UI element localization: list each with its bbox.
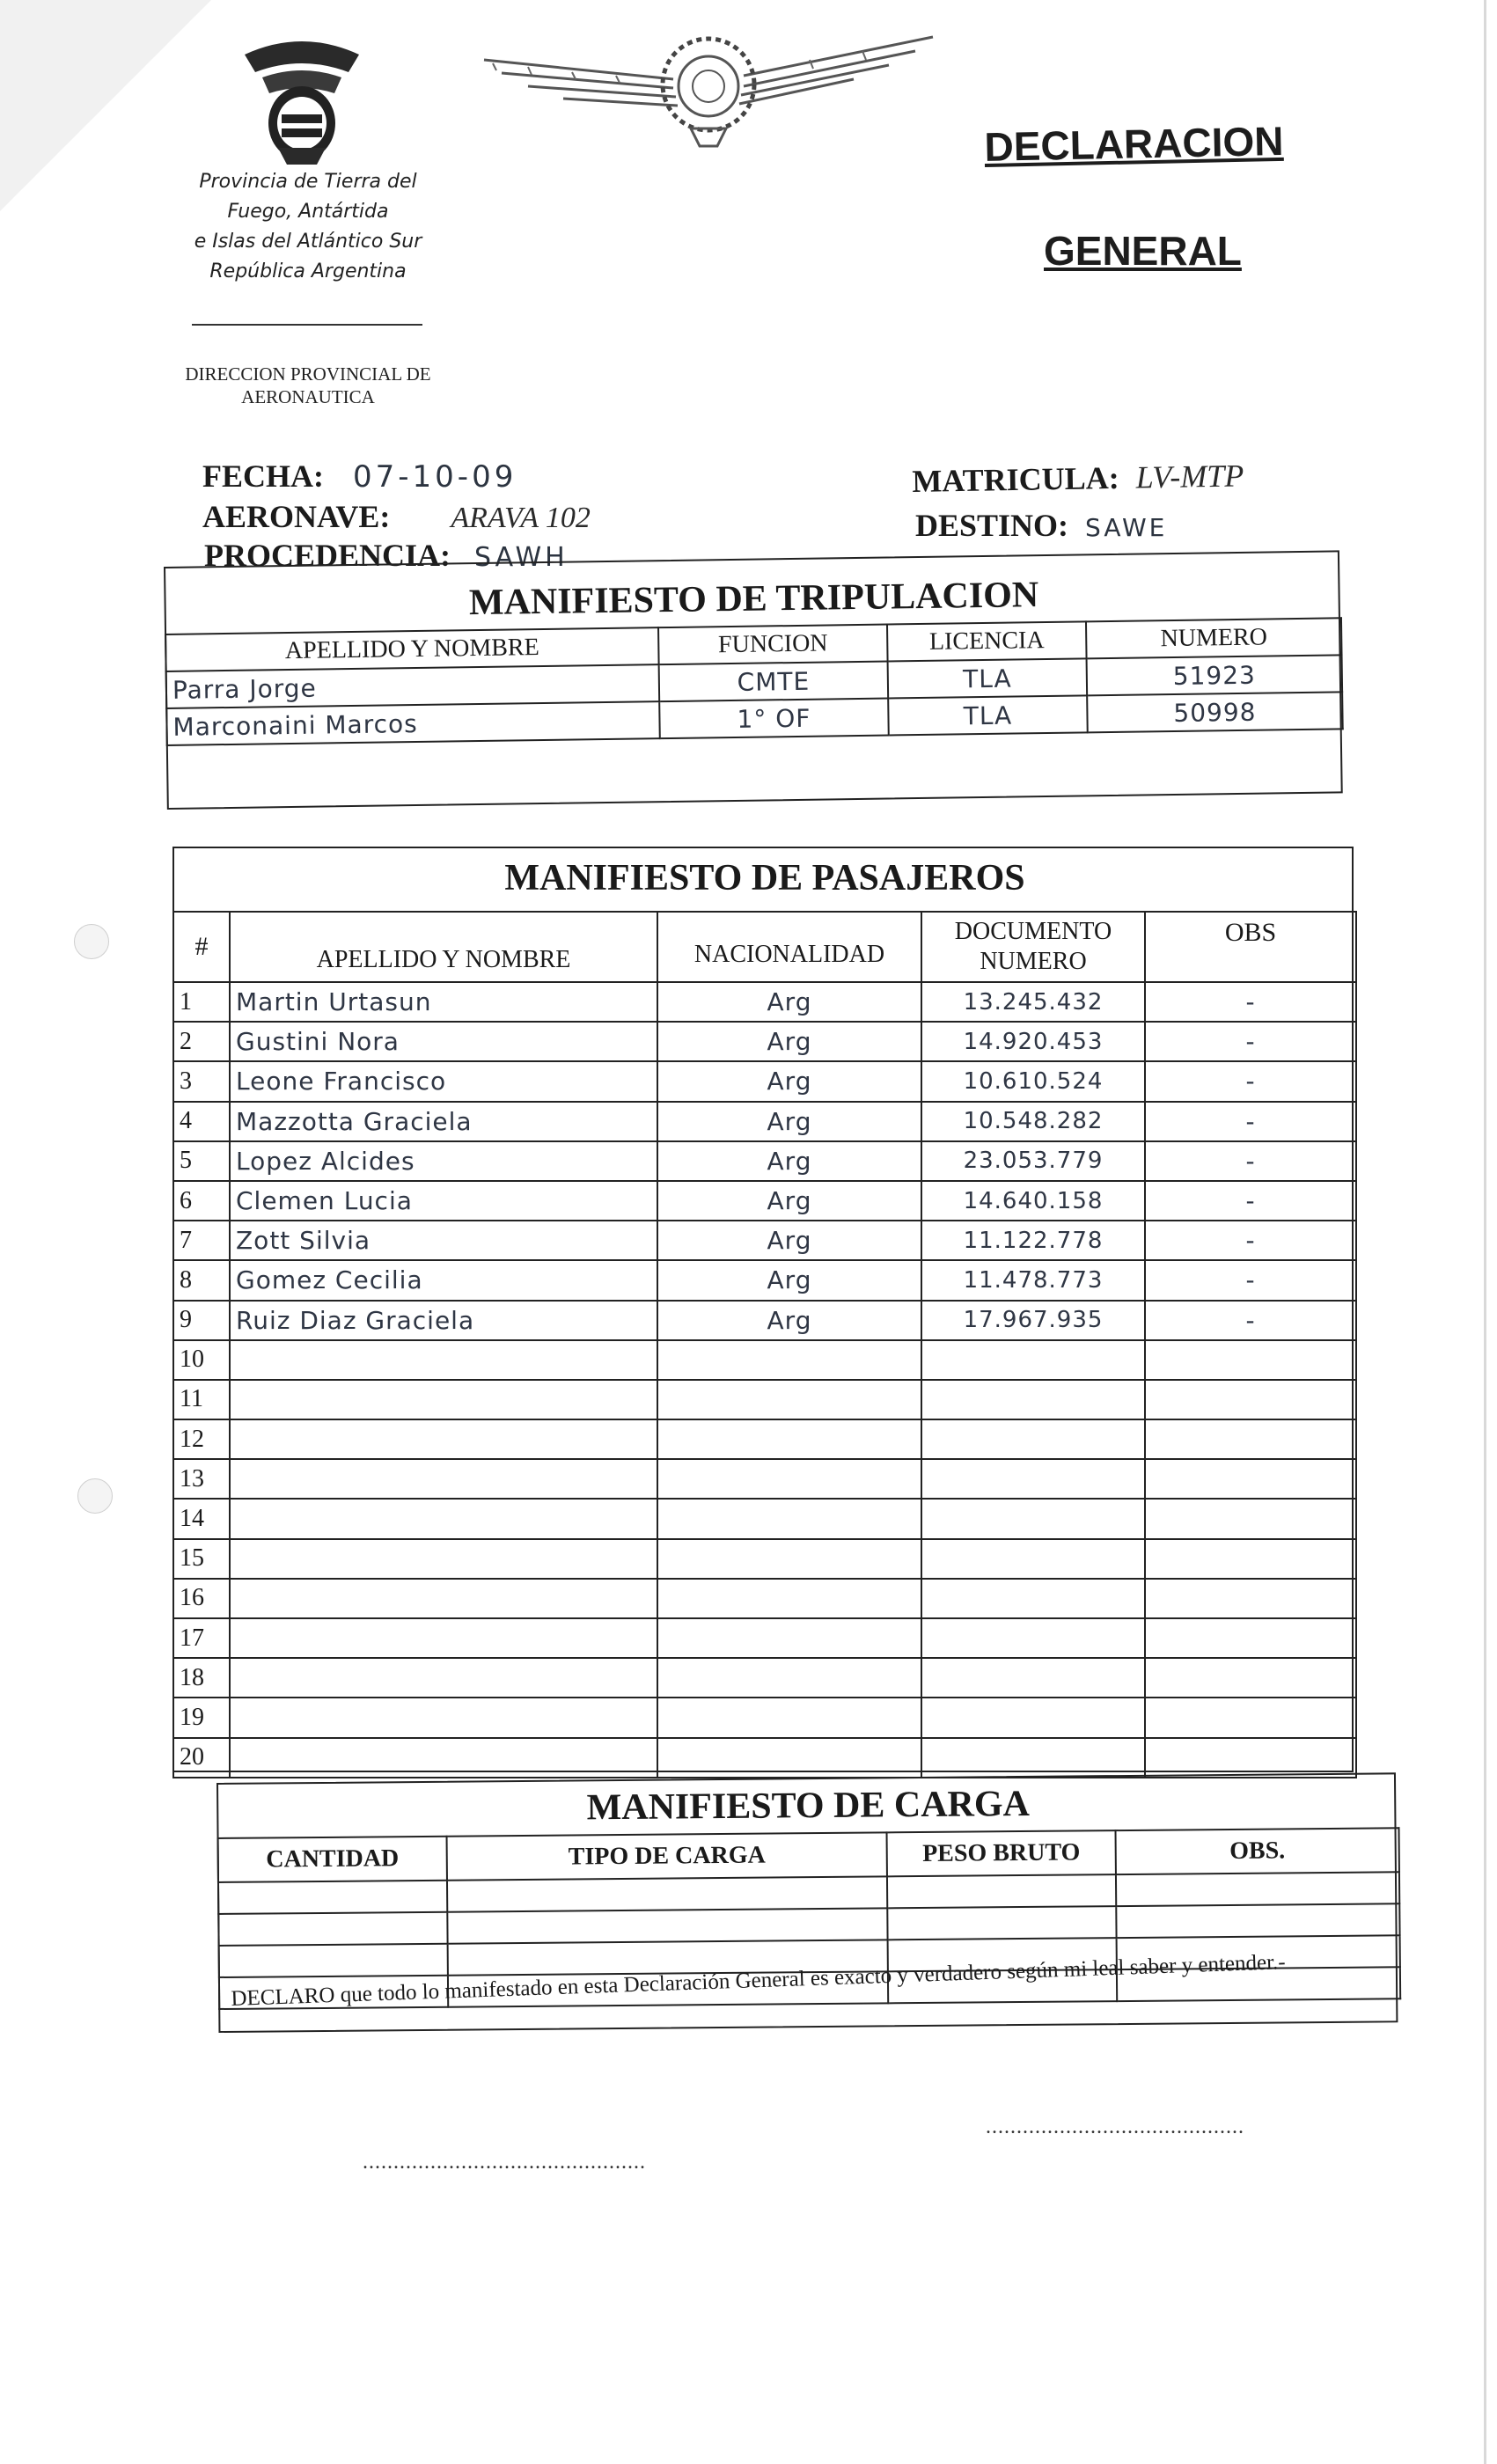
- passenger-header-row: [173, 912, 1356, 982]
- divider: [192, 324, 422, 326]
- pax-nationality: [657, 1380, 921, 1419]
- pax-obs: -: [1145, 1221, 1356, 1260]
- pax-nationality: Arg: [657, 1061, 921, 1101]
- pax-document: [921, 1618, 1145, 1658]
- pax-obs: [1145, 1419, 1356, 1459]
- pax-document: [921, 1698, 1145, 1737]
- pax-document: 17.967.935: [921, 1301, 1145, 1340]
- pax-obs: [1145, 1618, 1356, 1658]
- pax-index: 4: [173, 1102, 230, 1141]
- pax-obs: [1145, 1738, 1356, 1778]
- pax-index: 9: [173, 1301, 230, 1340]
- province-line: Fuego, Antártida: [227, 201, 389, 223]
- matricula-label: MATRICULA:: [912, 459, 1120, 499]
- crew-col-name: APELLIDO Y NOMBRE: [165, 627, 659, 671]
- passenger-manifest-title: MANIFIESTO DE PASAJEROS: [504, 858, 1025, 898]
- fecha-field: [202, 458, 517, 495]
- pax-name: Lopez Alcides: [230, 1141, 657, 1181]
- pax-index: 19: [173, 1698, 230, 1737]
- pax-index: 5: [173, 1141, 230, 1181]
- pax-col-nationality: NACIONALIDAD: [657, 912, 921, 982]
- pax-nationality: Arg: [657, 1221, 921, 1260]
- passenger-row: [173, 1698, 1356, 1737]
- pax-document: [921, 1738, 1145, 1778]
- fecha-value: 07-10-09: [353, 459, 517, 495]
- destino-value: SAWE: [1085, 513, 1168, 542]
- pax-obs: [1145, 1459, 1356, 1499]
- cargo-col-quantity: CANTIDAD: [218, 1837, 447, 1882]
- pax-name: [230, 1579, 657, 1618]
- pax-index: 1: [173, 982, 230, 1022]
- pax-nationality: [657, 1419, 921, 1459]
- pax-obs: -: [1145, 982, 1356, 1022]
- pax-name: [230, 1698, 657, 1737]
- pax-nationality: [657, 1658, 921, 1698]
- crew-col-function: FUNCION: [658, 625, 888, 665]
- passenger-row: [173, 1061, 1356, 1101]
- punch-hole: [74, 924, 109, 959]
- pax-obs: [1145, 1539, 1356, 1579]
- passenger-row: [173, 1301, 1356, 1340]
- cargo-col-obs: OBS.: [1116, 1828, 1399, 1874]
- province-line: Provincia de Tierra del: [199, 171, 417, 193]
- crew-col-number: NUMERO: [1086, 618, 1342, 658]
- pax-document: 11.478.773: [921, 1260, 1145, 1300]
- passenger-row: [173, 1181, 1356, 1221]
- passenger-row: [173, 1499, 1356, 1538]
- pax-col-number: #: [173, 912, 230, 982]
- fecha-label: FECHA:: [202, 458, 324, 494]
- pax-name: Gomez Cecilia: [230, 1260, 657, 1300]
- pax-nationality: [657, 1698, 921, 1737]
- pax-index: 14: [173, 1499, 230, 1538]
- pax-nationality: Arg: [657, 1141, 921, 1181]
- pax-name: Clemen Lucia: [230, 1181, 657, 1221]
- pax-nationality: [657, 1499, 921, 1538]
- pax-col-document-label: DOCUMENTO: [954, 918, 1112, 945]
- pax-nationality: Arg: [657, 982, 921, 1022]
- title-spacer: [173, 852, 1356, 912]
- punch-hole: [77, 1478, 113, 1514]
- pax-obs: -: [1145, 1301, 1356, 1340]
- aeronave-value: ARAVA 102: [451, 502, 591, 534]
- cargo-manifest-title: MANIFIESTO DE CARGA: [586, 1783, 1031, 1829]
- pax-nationality: [657, 1459, 921, 1499]
- pax-name: Martin Urtasun: [230, 982, 657, 1022]
- cargo-col-weight: PESO BRUTO: [887, 1830, 1116, 1876]
- pax-index: 7: [173, 1221, 230, 1260]
- provincial-coat-of-arms-icon: [236, 37, 368, 169]
- crew-number: 51923: [1087, 655, 1343, 695]
- direction-name: [132, 363, 484, 408]
- pax-name: Zott Silvia: [230, 1221, 657, 1260]
- pax-index: 12: [173, 1419, 230, 1459]
- passenger-row: [173, 1260, 1356, 1300]
- signature-line-right: ..........................................: [986, 2116, 1244, 2138]
- declaration-text: DECLARO que todo lo manifestado en esta Declaración General es exacto y verdadero según mi leal saber y entender.-: [231, 1950, 1287, 2011]
- pax-nationality: [657, 1539, 921, 1579]
- direction-line: DIRECCION PROVINCIAL DE: [185, 363, 431, 385]
- passenger-row: [173, 1419, 1356, 1459]
- passenger-row: [173, 1459, 1356, 1499]
- pax-obs: [1145, 1658, 1356, 1698]
- matricula-value: LV-MTP: [1135, 458, 1244, 495]
- pax-name: [230, 1380, 657, 1419]
- passenger-row: [173, 1738, 1356, 1778]
- pax-document: 14.920.453: [921, 1022, 1145, 1061]
- pax-col-obs: OBS: [1145, 912, 1356, 982]
- pax-index: 15: [173, 1539, 230, 1579]
- pax-name: [230, 1738, 657, 1778]
- pax-name: [230, 1539, 657, 1579]
- pax-obs: -: [1145, 1102, 1356, 1141]
- pax-nationality: Arg: [657, 1301, 921, 1340]
- province-name: [158, 167, 458, 287]
- pax-document: 23.053.779: [921, 1141, 1145, 1181]
- pax-index: 17: [173, 1618, 230, 1658]
- pax-name: Ruiz Diaz Graciela: [230, 1301, 657, 1340]
- pax-col-name: APELLIDO Y NOMBRE: [230, 912, 657, 982]
- pax-document: [921, 1658, 1145, 1698]
- procedencia-value: SAWH: [474, 542, 569, 573]
- aeronave-field: [202, 498, 591, 535]
- pax-index: 20: [173, 1738, 230, 1778]
- pax-obs: -: [1145, 1260, 1356, 1300]
- passenger-row: [173, 1022, 1356, 1061]
- pax-nationality: Arg: [657, 1022, 921, 1061]
- pax-name: [230, 1419, 657, 1459]
- pax-document: 10.548.282: [921, 1102, 1145, 1141]
- pax-nationality: [657, 1738, 921, 1778]
- crew-license: TLA: [888, 695, 1088, 735]
- passenger-row: [173, 1380, 1356, 1419]
- page-edge: [1484, 0, 1486, 2464]
- pax-index: 16: [173, 1579, 230, 1618]
- pax-name: Leone Francisco: [230, 1061, 657, 1101]
- passenger-table: [172, 852, 1357, 1778]
- pax-obs: -: [1145, 1061, 1356, 1101]
- document-title: DECLARACION: [984, 117, 1284, 170]
- crew-function: 1° OF: [659, 699, 889, 739]
- pax-document: [921, 1539, 1145, 1579]
- pax-col-document-number: NUMERO: [980, 948, 1087, 975]
- cargo-col-type: TIPO DE CARGA: [447, 1832, 887, 1880]
- document-subtitle: GENERAL: [1044, 228, 1242, 274]
- passenger-row: [173, 1579, 1356, 1618]
- pax-obs: [1145, 1499, 1356, 1538]
- pax-obs: [1145, 1579, 1356, 1618]
- signature-line-left: ..............................................: [363, 2151, 646, 2174]
- pax-index: 18: [173, 1658, 230, 1698]
- province-line: e Islas del Atlántico Sur: [194, 231, 422, 253]
- pax-name: [230, 1618, 657, 1658]
- destino-label: DESTINO:: [915, 508, 1069, 543]
- crew-table: [165, 617, 1344, 746]
- crew-name: Parra Jorge: [166, 664, 660, 708]
- passenger-manifest: [172, 847, 1354, 1772]
- passenger-row: [173, 1102, 1356, 1141]
- pax-document: [921, 1340, 1145, 1380]
- crew-name: Marconaini Marcos: [166, 701, 660, 745]
- passenger-row: [173, 982, 1356, 1022]
- pax-index: 10: [173, 1340, 230, 1380]
- pax-nationality: Arg: [657, 1260, 921, 1300]
- passenger-title-row: [173, 852, 1356, 912]
- pax-document: 14.640.158: [921, 1181, 1145, 1221]
- pax-index: 2: [173, 1022, 230, 1061]
- pax-obs: -: [1145, 1181, 1356, 1221]
- pax-document: [921, 1579, 1145, 1618]
- crew-manifest: [164, 550, 1343, 810]
- matricula-field: [912, 457, 1244, 500]
- pax-document: [921, 1419, 1145, 1459]
- passenger-row: [173, 1618, 1356, 1658]
- pax-index: 6: [173, 1181, 230, 1221]
- pax-name: [230, 1340, 657, 1380]
- crew-function: CMTE: [659, 662, 889, 702]
- pax-index: 8: [173, 1260, 230, 1300]
- pax-name: Gustini Nora: [230, 1022, 657, 1061]
- crew-license: TLA: [888, 658, 1088, 698]
- pax-nationality: Arg: [657, 1181, 921, 1221]
- pax-name: [230, 1459, 657, 1499]
- pax-nationality: [657, 1340, 921, 1380]
- pax-document: [921, 1459, 1145, 1499]
- crew-manifest-title: MANIFIESTO DE TRIPULACION: [468, 575, 1039, 624]
- pax-document: 11.122.778: [921, 1221, 1145, 1260]
- pax-nationality: Arg: [657, 1102, 921, 1141]
- direction-line: AERONAUTICA: [241, 386, 375, 407]
- province-line: República Argentina: [209, 260, 407, 282]
- pax-name: [230, 1658, 657, 1698]
- pax-col-document: [921, 912, 1145, 982]
- procedencia-label: PROCEDENCIA:: [204, 538, 451, 573]
- pax-obs: [1145, 1380, 1356, 1419]
- pax-name: Mazzotta Graciela: [230, 1102, 657, 1141]
- pax-index: 13: [173, 1459, 230, 1499]
- passenger-row: [173, 1221, 1356, 1260]
- pax-nationality: [657, 1618, 921, 1658]
- passenger-row: [173, 1539, 1356, 1579]
- passenger-row: [173, 1340, 1356, 1380]
- passenger-row: [173, 1658, 1356, 1698]
- aviation-wings-emblem-icon: [475, 25, 942, 157]
- pax-obs: -: [1145, 1141, 1356, 1181]
- pax-document: [921, 1499, 1145, 1538]
- pax-document: [921, 1380, 1145, 1419]
- pax-obs: [1145, 1698, 1356, 1737]
- crew-number: 50998: [1087, 692, 1343, 732]
- pax-name: [230, 1499, 657, 1538]
- destino-field: [915, 507, 1167, 544]
- pax-index: 11: [173, 1380, 230, 1419]
- aeronave-label: AERONAVE:: [202, 499, 391, 534]
- passenger-row: [173, 1141, 1356, 1181]
- pax-index: 3: [173, 1061, 230, 1101]
- pax-nationality: [657, 1579, 921, 1618]
- pax-obs: -: [1145, 1022, 1356, 1061]
- pax-obs: [1145, 1340, 1356, 1380]
- pax-document: 13.245.432: [921, 982, 1145, 1022]
- crew-col-license: LICENCIA: [887, 621, 1087, 661]
- pax-document: 10.610.524: [921, 1061, 1145, 1101]
